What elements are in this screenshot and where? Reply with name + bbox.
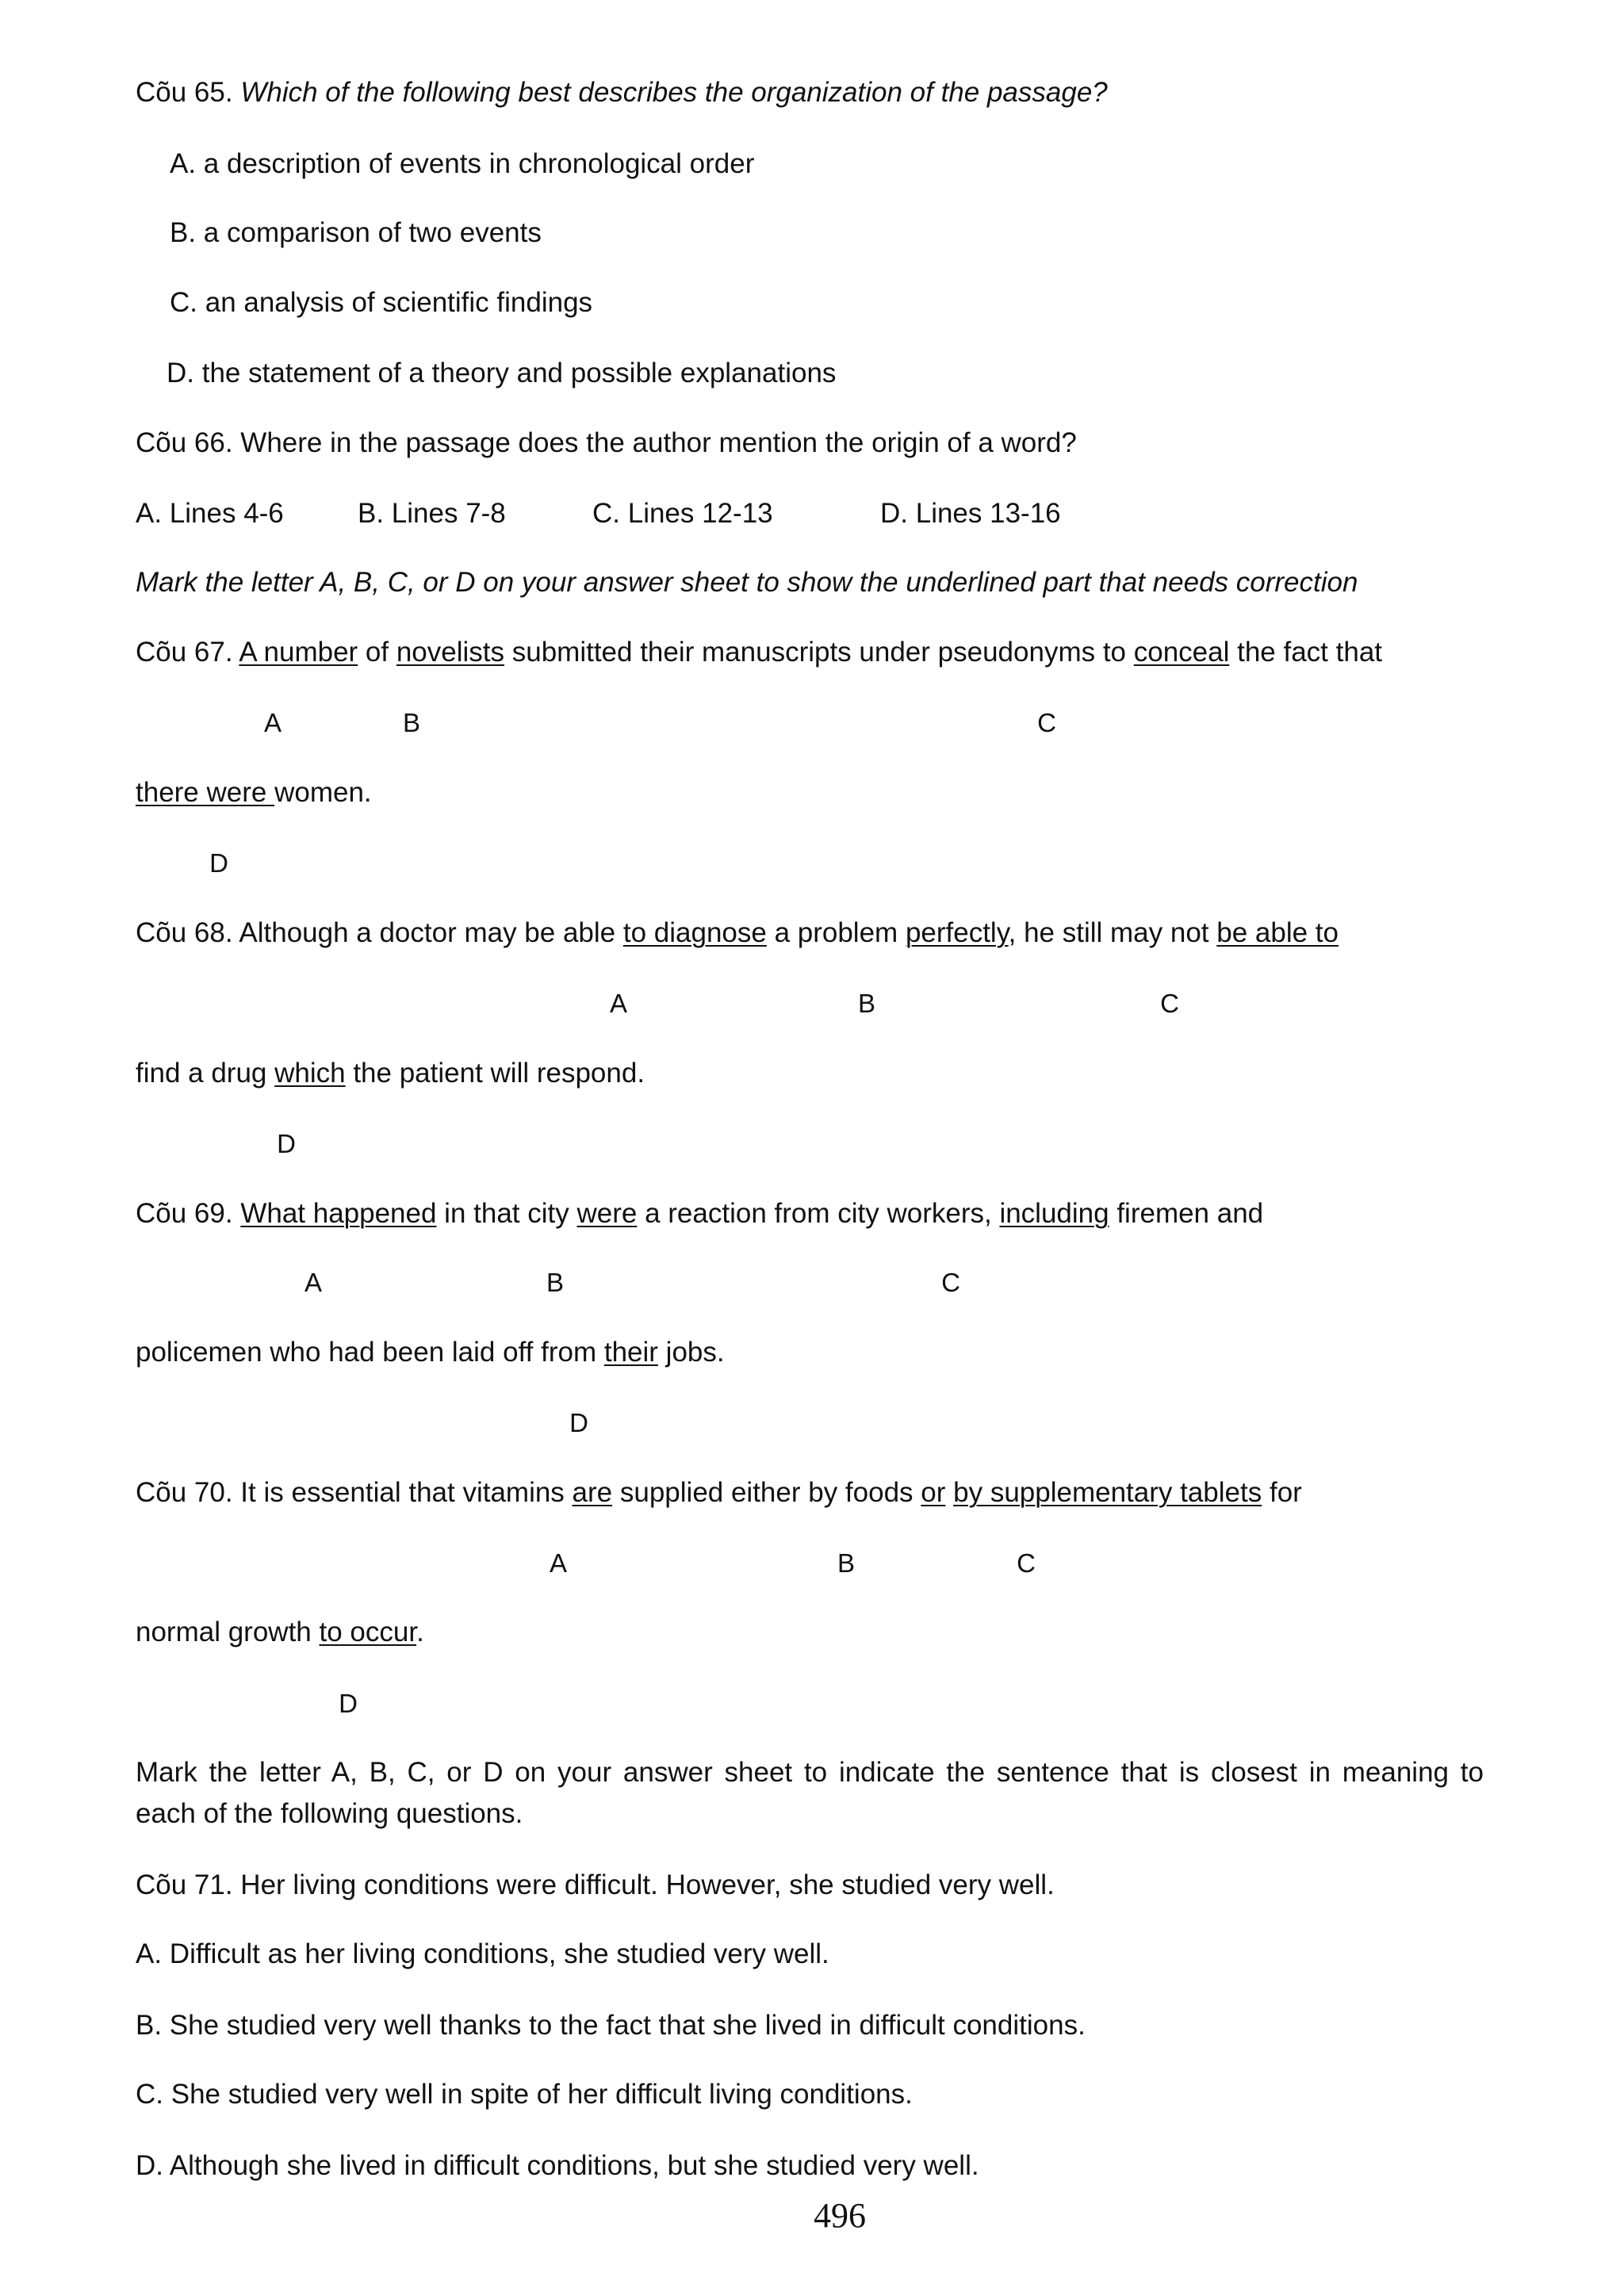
q70-line2 [136, 1617, 424, 1648]
q67-text: the fact that [1229, 637, 1383, 668]
q70-underlined-c: by supplementary tablets [953, 1477, 1262, 1508]
q67-letter-b: B [402, 708, 421, 737]
q67-text: women. [274, 777, 372, 808]
q70-underlined-d: to occur [319, 1617, 417, 1647]
q71-option-d: D. Although she lived in difficult conditions, but she studied very well. [136, 2150, 979, 2181]
q68-text: a problem [766, 917, 906, 948]
q69-text: Cõu 69. [136, 1198, 241, 1229]
q67-letter-a: A [263, 708, 282, 737]
q67-letter-c: C [1037, 708, 1056, 737]
q70-text: for [1262, 1477, 1302, 1508]
instruction-error-identification: Mark the letter A, B, C, or D on your answer sheet to show the underlined part that needs correction [136, 567, 1358, 598]
q68-underlined-b: perfectly [905, 917, 1009, 948]
q69-underlined-b: were [576, 1198, 638, 1229]
q68-text: find a drug [136, 1058, 275, 1089]
q67-text: submitted their manuscripts under pseudonyms to [504, 637, 1134, 668]
q69-letter-c: C [941, 1268, 960, 1297]
q68-letter-c: C [1160, 989, 1179, 1018]
q70-letter-b: B [837, 1548, 856, 1578]
q68-text: the patient will respond. [345, 1058, 645, 1089]
page-number: 496 [814, 2196, 866, 2235]
q71-option-a: A. Difficult as her living conditions, she studied very well. [136, 1938, 829, 1969]
q68-text: , he still may not [1008, 917, 1217, 948]
q69-letter-a: A [304, 1268, 323, 1297]
q66-option-c: C. Lines 12-13 [592, 498, 773, 529]
q70-letter-d: D [339, 1689, 358, 1718]
q70-text: normal growth [136, 1617, 320, 1647]
q70-text: Cõu 70. It is essential that vitamins [136, 1477, 573, 1508]
q66-option-d: D. Lines 13-16 [880, 498, 1061, 529]
q67-text: Cõu 67. [136, 637, 239, 668]
q69-text: jobs. [657, 1337, 725, 1368]
q65-option-c: C. an analysis of scientific findings [170, 287, 593, 318]
q68-letter-b: B [857, 989, 876, 1018]
q65-stem [136, 77, 1108, 109]
q69-underlined-c: including [999, 1198, 1109, 1229]
q67-underlined-a: A number [239, 637, 358, 668]
q68-line1 [136, 917, 1339, 949]
q71-option-b: B. She studied very well thanks to the fact that she lived in difficult conditions. [136, 2010, 1086, 2041]
q67-line1 [136, 637, 1382, 668]
q69-text: a reaction from city workers, [637, 1198, 1000, 1229]
q69-line1 [136, 1198, 1263, 1230]
q66-option-a: A. Lines 4-6 [136, 498, 284, 529]
q69-underlined-d: their [603, 1337, 658, 1368]
q70-line1 [136, 1477, 1302, 1509]
q71-option-c: C. She studied very well in spite of her difficult living conditions. [136, 2079, 913, 2110]
q70-letter-a: A [549, 1548, 568, 1578]
q67-underlined-b: novelists [396, 637, 505, 668]
q70-underlined-b: or [921, 1477, 946, 1508]
q69-underlined-a: What happened [240, 1198, 437, 1229]
q67-underlined-d: there were [136, 777, 275, 808]
q68-underlined-a: to diagnose [622, 917, 767, 948]
q68-line2 [136, 1058, 645, 1089]
q71-stem: Cõu 71. Her living conditions were difficult. However, she studied very well. [136, 1869, 1055, 1900]
q70-letter-c: C [1017, 1548, 1036, 1578]
q65-question: Which of the following best describes the organization of the passage? [240, 77, 1108, 108]
instruction-closest-meaning-line2: each of the following questions. [136, 1798, 523, 1829]
q66-stem: Cõu 66. Where in the passage does the author mention the origin of a word? [136, 427, 1077, 458]
q69-text: in that city [436, 1198, 577, 1229]
q70-underlined-a: are [572, 1477, 613, 1508]
q69-line2 [136, 1337, 725, 1368]
q69-letter-d: D [569, 1408, 588, 1437]
q65-option-a: A. a description of events in chronological order [170, 148, 755, 179]
q69-text: firemen and [1109, 1198, 1264, 1229]
q66-option-b: B. Lines 7-8 [358, 498, 506, 529]
q67-text: of [358, 637, 396, 668]
q65-option-d: D. the statement of a theory and possible explanations [167, 358, 837, 388]
q70-text: . [416, 1617, 424, 1647]
q67-underlined-c: conceal [1133, 637, 1230, 668]
q69-text: policemen who had been laid off from [136, 1337, 604, 1368]
q65-label: Cõu 65. [136, 77, 241, 108]
q68-underlined-c: be able to [1216, 917, 1339, 948]
q70-text: supplied either by foods [612, 1477, 921, 1508]
q68-letter-a: A [609, 989, 628, 1018]
q65-option-b: B. a comparison of two events [170, 217, 542, 248]
q68-text: Cõu 68. Although a doctor may be able [136, 917, 623, 948]
q68-letter-d: D [277, 1129, 296, 1158]
q68-underlined-d: which [274, 1058, 346, 1089]
q69-letter-b: B [546, 1268, 565, 1297]
q67-letter-d: D [209, 848, 228, 878]
instruction-closest-meaning-line1: Mark the letter A, B, C, or D on your answer sheet to indicate the sentence that is closest in meaning to [136, 1757, 1484, 1788]
q67-line2 [136, 777, 372, 809]
